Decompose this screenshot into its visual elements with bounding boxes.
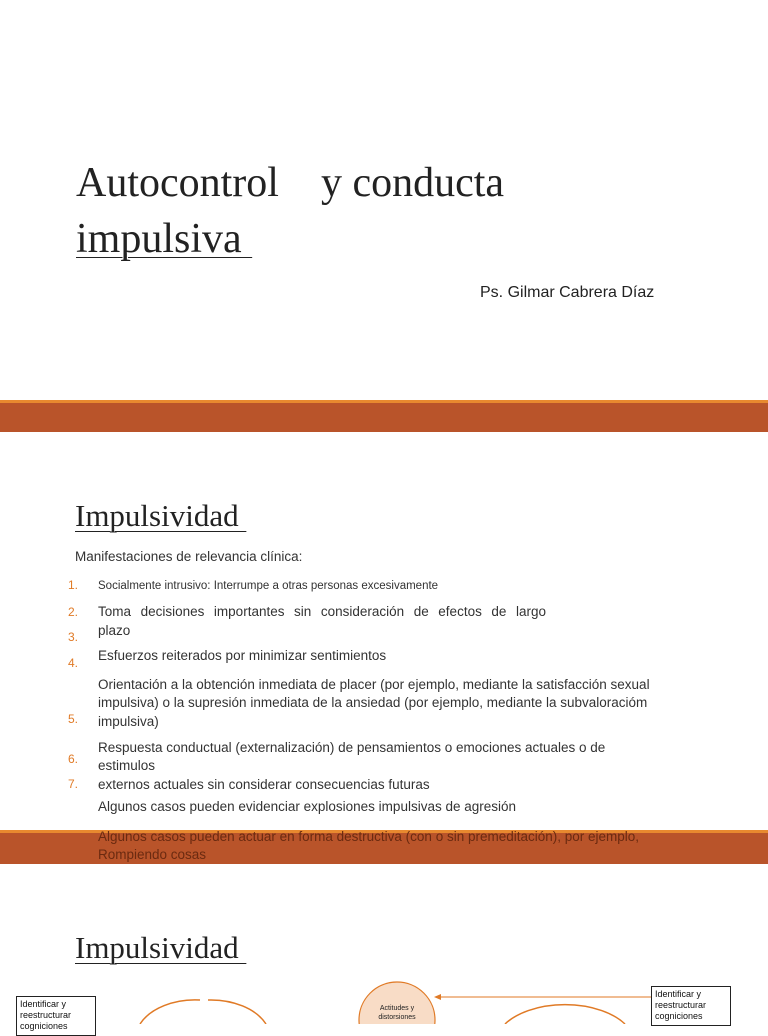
list-number: 5. (68, 712, 79, 726)
identify-restructure-box-left (16, 996, 96, 1036)
list-item: Socialmente intrusivo: Interrumpe a otras personas excesivamente (98, 580, 439, 592)
list-number: 2. (68, 605, 79, 619)
list-item: estimulos (98, 758, 156, 773)
cycle-arc-right (208, 1000, 266, 1024)
circle-label-line: distorsiones (378, 1014, 416, 1021)
list-item: impulsiva) (98, 714, 159, 729)
slide-title-line1: Autocontrol y conducta (76, 160, 505, 206)
list-item: plazo (98, 623, 131, 638)
circle-label (364, 1004, 430, 1022)
list-item: Orientación a la obtención inmediata de placer (por ejemplo, mediante la satisfacción sexual (98, 677, 650, 692)
box-line: Identificar y (20, 999, 67, 1009)
box-line: reestructurar (20, 1010, 72, 1020)
box-line: cogniciones (20, 1021, 68, 1031)
list-item: Rompiendo cosas (98, 847, 207, 862)
box-line: cogniciones (655, 1011, 703, 1021)
list-number: 1. (68, 578, 79, 592)
arrowhead (434, 994, 441, 1000)
section-heading: Impulsividad (75, 498, 247, 533)
list-number: 3. (68, 630, 79, 644)
author-name: Ps. Gilmar Cabrera Díaz (480, 284, 655, 301)
list-intro: Manifestaciones de relevancia clínica: (75, 549, 303, 564)
cycle-arc-bottom-right (505, 1005, 625, 1024)
list-item: Algunos casos pueden evidenciar explosiones impulsivas de agresión (98, 799, 517, 814)
list-item: externos actuales sin considerar consecuencias futuras (98, 777, 430, 792)
box-line: reestructurar (655, 1000, 707, 1010)
list-item: Algunos casos pueden actuar en forma destructiva (con o sin premeditación), por ejemplo, (98, 829, 640, 844)
box-line: Identificar y (655, 989, 702, 999)
identify-restructure-box-right (651, 986, 731, 1026)
list-item: Toma decisiones importantes sin consideración de efectos de largo (98, 604, 546, 619)
slide-title-line2: impulsiva (76, 216, 253, 262)
list-number: 4. (68, 656, 79, 670)
cycle-arc-left (140, 1000, 200, 1024)
slide-divider-band (0, 400, 768, 432)
list-item: Esfuerzos reiterados por minimizar sentimientos (98, 648, 387, 663)
list-number: 7. (68, 777, 79, 791)
circle-label-line: Actitudes y (379, 1005, 415, 1012)
section-heading: Impulsividad (75, 930, 247, 965)
list-number: 6. (68, 752, 79, 766)
list-item: impulsiva) o la supresión inmediata de la ansiedad (por ejemplo, mediante la subvaloracióm (98, 695, 648, 710)
list-item: Respuesta conductual (externalización) de pensamientos o emociones actuales o de (98, 740, 606, 755)
